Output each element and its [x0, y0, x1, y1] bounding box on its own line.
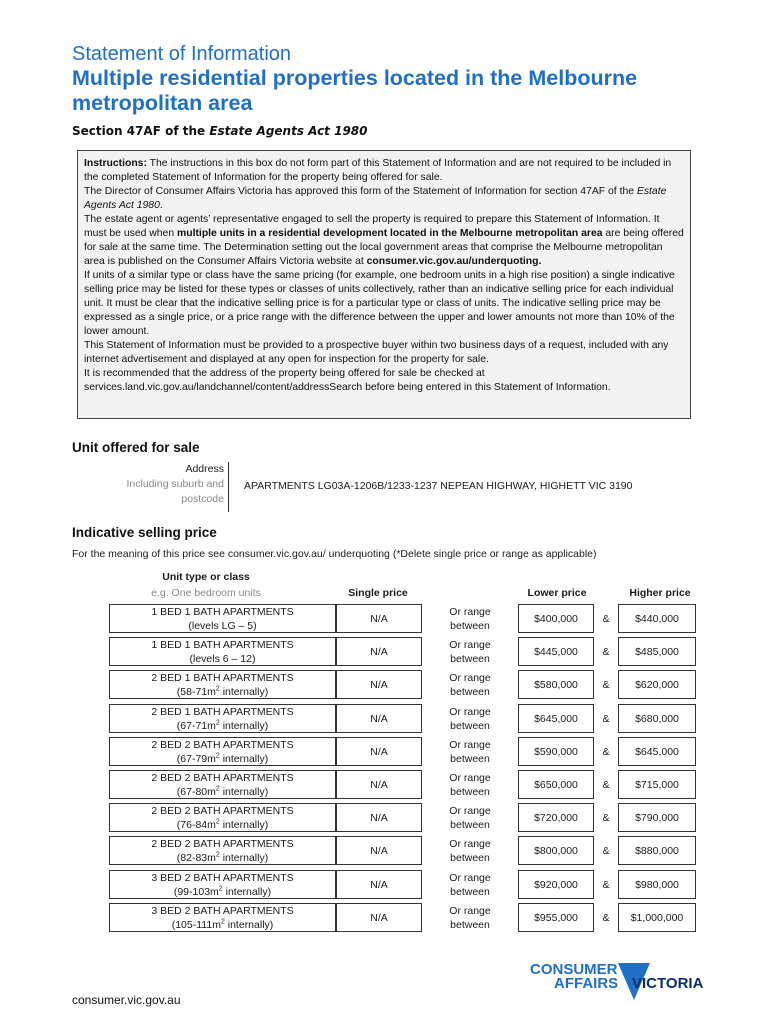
range-label: Or range between [449, 605, 491, 632]
unit-type-name: 2 BED 2 BATH APARTMENTS [151, 837, 294, 850]
single-price-cell[interactable] [336, 637, 422, 666]
svg-text:AFFAIRS: AFFAIRS [554, 975, 619, 992]
ampersand: & [602, 911, 610, 924]
ampersand: & [602, 745, 610, 758]
unit-type-name: 3 BED 2 BATH APARTMENTS [151, 871, 294, 884]
range-label: Or range between [449, 705, 491, 732]
single-price-value: N/A [370, 811, 388, 824]
lower-price-cell[interactable] [518, 836, 594, 865]
ampersand: & [602, 712, 610, 725]
ampersand: & [602, 678, 610, 691]
higher-price-value: $620,000 [635, 678, 679, 691]
single-price-value: N/A [370, 878, 388, 891]
range-label: Or range between [449, 871, 491, 898]
underquoting-link[interactable]: consumer.vic.gov.au/underquoting. [366, 256, 542, 267]
unit-type-cell [109, 836, 336, 865]
unit-type-name: 3 BED 2 BATH APARTMENTS [151, 904, 294, 917]
lower-price-value: $590,000 [534, 745, 578, 758]
unit-type-detail: ($76-84m^2$ internally) [176, 818, 269, 831]
unit-type-name: 2 BED 2 BATH APARTMENTS [151, 738, 294, 751]
single-price-cell[interactable] [336, 903, 422, 932]
unit-type-detail: (levels LG – 5) [188, 619, 257, 632]
lower-price-cell[interactable] [518, 803, 594, 832]
instructions-box [77, 150, 691, 419]
higher-price-value: $645,000 [635, 745, 679, 758]
single-price-value: N/A [370, 678, 388, 691]
range-label: Or range between [449, 804, 491, 831]
higher-price-cell[interactable] [618, 637, 696, 666]
higher-price-cell[interactable] [618, 836, 696, 865]
document-kicker: Statement of Information [72, 43, 292, 65]
unit-type-cell [109, 604, 336, 633]
instructions-label: Instructions: [84, 158, 147, 169]
instructions-p2: The Director of Consumer Affairs Victoria has approved this form of the Statement of Information for section 47AF of the Estate Agents Act 1980. [84, 186, 667, 211]
lower-price-value: $955,000 [534, 911, 578, 924]
col-header-higher: Higher price [629, 587, 691, 599]
range-label: Or range between [449, 837, 491, 864]
higher-price-cell[interactable] [618, 737, 696, 766]
higher-price-value: $980,000 [635, 878, 679, 891]
single-price-cell[interactable] [336, 670, 422, 699]
higher-price-cell[interactable] [618, 870, 696, 899]
lower-price-value: $580,000 [534, 678, 578, 691]
single-price-cell[interactable] [336, 803, 422, 832]
lower-price-cell[interactable] [518, 670, 594, 699]
lower-price-cell[interactable] [518, 704, 594, 733]
logo-mark-icon [528, 958, 708, 1008]
range-label: Or range between [449, 771, 491, 798]
pricing-heading: Indicative selling price [72, 525, 217, 540]
range-label: Or range between [449, 904, 491, 931]
unit-type-detail: ($82-83m^2$ internally) [176, 851, 269, 864]
svg-text:VICTORIA: VICTORIA [632, 975, 704, 992]
instructions-p4: If units of a similar type or class have the same pricing (for example, one bedroom units in a high rise position) a single indicative selling price may be listed for these types or classes of units collectively, rather than an indicative selling price for each individual unit. It must be clear that the indicative selling price is for a particular type or class of units. The indicative selling price may be expressed as a single price, or a price range with the difference between the upper and lower amounts not more than 10% of the lower amount. [84, 270, 675, 337]
lower-price-cell[interactable] [518, 903, 594, 932]
lower-price-cell[interactable] [518, 637, 594, 666]
unit-type-name: 2 BED 2 BATH APARTMENTS [151, 804, 294, 817]
higher-price-cell[interactable] [618, 803, 696, 832]
lower-price-cell[interactable] [518, 737, 594, 766]
single-price-value: N/A [370, 612, 388, 625]
unit-type-cell [109, 903, 336, 932]
unit-type-name: 2 BED 1 BATH APARTMENTS [151, 705, 294, 718]
col-header-single: Single price [348, 587, 408, 599]
unit-type-detail: ($67-80m^2$ internally) [176, 785, 269, 798]
lower-price-value: $445,000 [534, 645, 578, 658]
instructions-p5: This Statement of Information must be provided to a prospective buyer within two business days of a request, included with any internet advertisement and displayed at any open for inspection for the property for sale. [84, 340, 669, 365]
unit-type-cell [109, 737, 336, 766]
unit-type-detail: ($99-103m^2$ internally) [173, 885, 272, 898]
ampersand: & [602, 645, 610, 658]
single-price-cell[interactable] [336, 604, 422, 633]
instructions-p3: The estate agent or agents’ representative engaged to sell the property is required to prepare this Statement of Information. It must be used when multiple units in a residential development located in the Melbourne metropolitan area are being offered for sale at the same time. The Determination setting out the local government areas that comprise the Melbourne metropolitan area is published on the Consumer Affairs Victoria website at consumer.vic.gov.au/underquoting. [84, 214, 684, 267]
ampersand: & [602, 844, 610, 857]
single-price-cell[interactable] [336, 836, 422, 865]
section-prefix: Section 47AF of the [72, 124, 210, 138]
section-reference [72, 124, 368, 138]
footer-url[interactable]: consumer.vic.gov.au [72, 993, 181, 1007]
unit-type-cell [109, 770, 336, 799]
svg-text:CONSUMER: CONSUMER [530, 961, 618, 978]
range-label: Or range between [449, 738, 491, 765]
single-price-cell[interactable] [336, 737, 422, 766]
higher-price-cell[interactable] [618, 770, 696, 799]
single-price-value: N/A [370, 778, 388, 791]
document-title: Multiple residential properties located in the Melbourne metropolitan area [72, 66, 638, 115]
higher-price-value: $440,000 [635, 612, 679, 625]
higher-price-value: $1,000,000 [630, 911, 684, 924]
unit-offered-heading: Unit offered for sale [72, 440, 200, 455]
lower-price-cell[interactable] [518, 870, 594, 899]
col-header-unit-type: Unit type or class [162, 571, 250, 583]
higher-price-value: $485,000 [635, 645, 679, 658]
instructions-p1: Instructions: The instructions in this box do not form part of this Statement of Information and are not required to be included in the completed Statement of Information for the property being offered for sale. [84, 158, 672, 183]
higher-price-value: $880,000 [635, 844, 679, 857]
col-header-lower: Lower price [527, 587, 587, 599]
pricing-meaning-note: For the meaning of this price see consumer.vic.gov.au/ underquoting (*Delete single price or range as applicable) [72, 548, 597, 560]
unit-type-cell [109, 870, 336, 899]
lower-price-cell[interactable] [518, 770, 594, 799]
higher-price-cell[interactable] [618, 604, 696, 633]
higher-price-cell[interactable] [618, 670, 696, 699]
lower-price-cell[interactable] [518, 604, 594, 633]
ampersand: & [602, 778, 610, 791]
unit-type-detail: ($67-71m^2$ internally) [176, 719, 269, 732]
range-label: Or range between [449, 671, 491, 698]
col-header-unit-example: e.g. One bedroom units [151, 587, 261, 599]
unit-type-name: 2 BED 2 BATH APARTMENTS [151, 771, 294, 784]
address-label: Address Including suburb and postcode [77, 462, 229, 512]
single-price-cell[interactable] [336, 870, 422, 899]
range-label: Or range between [449, 638, 491, 665]
unit-type-detail: ($105-111m^2$ internally) [171, 918, 274, 931]
single-price-cell[interactable] [336, 704, 422, 733]
unit-type-cell [109, 704, 336, 733]
lower-price-value: $800,000 [534, 844, 578, 857]
unit-type-name: 1 BED 1 BATH APARTMENTS [151, 638, 294, 651]
single-price-value: N/A [370, 745, 388, 758]
section-act: Estate Agents Act 1980 [209, 124, 368, 138]
unit-type-cell [109, 670, 336, 699]
higher-price-value: $790,000 [635, 811, 679, 824]
lower-price-value: $720,000 [534, 811, 578, 824]
single-price-value: N/A [370, 645, 388, 658]
unit-type-cell [109, 637, 336, 666]
lower-price-value: $650,000 [534, 778, 578, 791]
unit-type-name: 1 BED 1 BATH APARTMENTS [151, 605, 294, 618]
lower-price-value: $645,000 [534, 712, 578, 725]
lower-price-value: $400,000 [534, 612, 578, 625]
unit-type-detail: ($67-79m^2$ internally) [176, 752, 269, 765]
higher-price-value: $680,000 [635, 712, 679, 725]
single-price-value: N/A [370, 844, 388, 857]
ampersand: & [602, 612, 610, 625]
unit-type-detail: ($58-71m^2$ internally) [176, 685, 269, 698]
ampersand: & [602, 811, 610, 824]
ampersand: & [602, 878, 610, 891]
unit-type-name: 2 BED 1 BATH APARTMENTS [151, 671, 294, 684]
higher-price-cell[interactable] [618, 704, 696, 733]
consumer-affairs-victoria-logo [528, 958, 708, 1008]
single-price-value: N/A [370, 911, 388, 924]
unit-type-cell [109, 803, 336, 832]
address-value: APARTMENTS LG03A-1206B/1233-1237 NEPEAN HIGHWAY, HIGHETT VIC 3190 [244, 480, 633, 492]
single-price-cell[interactable] [336, 770, 422, 799]
unit-type-detail: (levels 6 – 12) [189, 652, 256, 665]
instructions-p6: It is recommended that the address of the property being offered for sale be checked at services.land.vic.gov.au/landchannel/content/addressSearch before being entered in this Statement of Information. [84, 368, 611, 393]
higher-price-value: $715,000 [635, 778, 679, 791]
single-price-value: N/A [370, 712, 388, 725]
lower-price-value: $920,000 [534, 878, 578, 891]
higher-price-cell[interactable] [618, 903, 696, 932]
